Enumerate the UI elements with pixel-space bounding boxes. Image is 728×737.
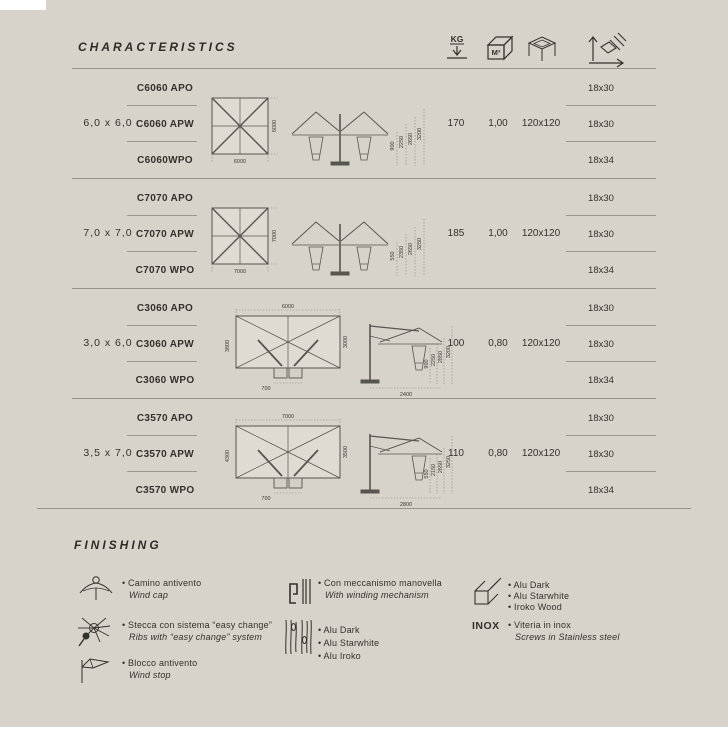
side-dim: 2650 [438,460,444,474]
model-code: C3570 WPO [135,485,195,496]
model-code: C6060 APO [136,83,194,94]
pole-section-value: 120x120 [521,448,561,459]
finishing-item [318,624,478,663]
finishing-line: • Alu Dark [318,625,360,635]
pack-size: 18x30 [588,119,614,130]
technical-drawing-cantilever-umbrella [222,300,457,398]
side-dim: 2850 [438,350,444,364]
technical-drawing-duo-umbrella [200,194,435,284]
finishing-item [508,620,688,643]
model-code: C7070 APO [136,193,194,204]
weight-value: 100 [447,338,465,349]
volume-m3-icon [484,33,514,65]
pack-size: 18x30 [588,229,614,240]
finishing-line-en: Wind stop [129,669,171,680]
finishing-line-it: • Viteria in inox [508,620,571,630]
finishing-item [122,658,312,681]
volume-value: 1,00 [488,228,508,239]
pack-size: 18x34 [588,485,614,496]
technical-drawing-duo-umbrella [200,84,435,174]
finishing-line-en: Screws in Stainless steel [515,631,620,642]
reach-dim: 2400 [399,392,413,398]
pack-divider [566,251,656,252]
finishing-line-it: • Stecca con sistema “easy change” [122,620,273,630]
finishing-line: • Iroko Wood [508,602,562,612]
reach-dim: 2800 [399,502,413,508]
base-width-dim: 700 [261,386,271,392]
volume-value: 0,80 [488,448,508,459]
side-dim: 3200 [446,345,452,359]
pack-divider [566,105,656,106]
finishing-item [508,580,668,613]
inox-label: INOX [472,620,500,632]
pack-divider [566,361,656,362]
alu-profile-icon [470,576,506,608]
pole-frame-icon [526,33,558,65]
model-code: C6060 APW [136,119,194,130]
size-label: 3,5 x 7,0 [83,447,133,459]
code-divider [127,251,197,252]
side-dim: 3250 [446,455,452,469]
model-code: C3570 APW [136,449,194,460]
code-divider [127,141,197,142]
plan-depth-dim: 3500 [343,445,349,459]
pack-size: 18x34 [588,375,614,386]
finishing-line: • Alu Starwhite [318,638,380,648]
side-dim: 550 [390,251,396,261]
finishing-line-en: Ribs with “easy change” system [129,631,263,642]
code-divider [127,361,197,362]
side-dim: 900 [424,359,430,369]
finishing-line-it: • Blocco antivento [122,658,198,668]
model-code: C3060 WPO [135,375,195,386]
pack-divider [566,141,656,142]
size-label: 6,0 x 6,0 [83,117,133,129]
characteristics-title: CHARACTERISTICS [78,40,238,54]
pole-section-value: 120x120 [521,338,561,349]
packaging-dimensions-icon [584,30,628,68]
weight-value: 185 [447,228,465,239]
volume-value: 1,00 [488,118,508,129]
finishing-line: • Alu Dark [508,580,550,590]
weight-kg-icon [444,33,470,65]
table-bottom-divider [37,508,691,509]
plan-total-depth-dim: 4300 [225,449,231,463]
plan-width-dim: 7000 [281,414,295,420]
product-row-6060 [0,68,728,178]
model-code: C6060WPO [137,155,193,166]
pack-size: 18x30 [588,339,614,350]
pole-section-value: 120x120 [521,118,561,129]
wind-stop-icon [76,654,114,686]
finishing-line-it: • Camino antivento [122,578,202,588]
code-divider [127,215,197,216]
side-dim: 550 [424,469,430,479]
weight-value: 170 [447,118,465,129]
plan-width-dim: 6000 [281,304,295,310]
finishing-line: • Alu Iroko [318,651,361,661]
model-code: C7070 WPO [135,265,195,276]
plan-height-dim: 6000 [272,119,278,133]
kg-label: KG [450,34,464,44]
product-row-7070 [0,178,728,288]
size-label: 3,0 x 6,0 [83,337,133,349]
side-dim: 3250 [417,237,423,251]
plan-height-dim: 7000 [272,229,278,243]
code-divider [127,105,197,106]
side-dim: 2250 [431,353,437,367]
pack-divider [566,471,656,472]
pack-size: 18x34 [588,265,614,276]
wood-grain-icon [283,618,313,656]
pack-size: 18x30 [588,83,614,94]
pack-size: 18x30 [588,413,614,424]
pack-divider [566,325,656,326]
easy-change-icon [76,614,114,650]
code-divider [127,325,197,326]
side-dim: 2150 [431,463,437,477]
pack-size: 18x30 [588,193,614,204]
model-code: C3060 APW [136,339,194,350]
pack-size: 18x30 [588,449,614,460]
finishing-title: FINISHING [74,538,162,552]
base-width-dim: 700 [261,496,271,502]
finishing-line-en: Wind cap [129,589,169,600]
side-dim: 900 [390,141,396,151]
product-row-3570 [0,398,728,508]
technical-drawing-cantilever-umbrella [222,410,457,508]
finishing-line-en: With winding mechanism [325,589,429,600]
side-dim: 2350 [399,245,405,259]
pack-divider [566,435,656,436]
plan-width-dim: 6000 [233,159,247,165]
m3-label: M³ [491,48,501,57]
plan-total-depth-dim: 3800 [225,339,231,353]
code-divider [127,471,197,472]
model-code: C3570 APO [136,413,194,424]
volume-value: 0,80 [488,338,508,349]
pack-size: 18x30 [588,303,614,314]
plan-width-dim: 7000 [233,269,247,275]
size-label: 7,0 x 7,0 [83,227,133,239]
side-dim: 3200 [417,127,423,141]
finishing-line: • Alu Starwhite [508,591,570,601]
pack-size: 18x34 [588,155,614,166]
model-code: C3060 APO [136,303,194,314]
finishing-line-it: • Con meccanismo manovella [318,578,442,588]
product-row-3060 [0,288,728,398]
side-dim: 2650 [408,132,414,146]
winding-mechanism-icon [283,574,315,608]
plan-depth-dim: 3000 [343,335,349,349]
wind-cap-icon [78,574,114,606]
code-divider [127,435,197,436]
pack-divider [566,215,656,216]
pole-section-value: 120x120 [521,228,561,239]
side-dim: 2650 [408,242,414,256]
top-left-white-block [0,0,46,10]
bottom-white-strip [0,727,728,737]
model-code: C7070 APW [136,229,194,240]
side-dim: 2250 [399,135,405,149]
weight-value: 110 [448,448,464,459]
